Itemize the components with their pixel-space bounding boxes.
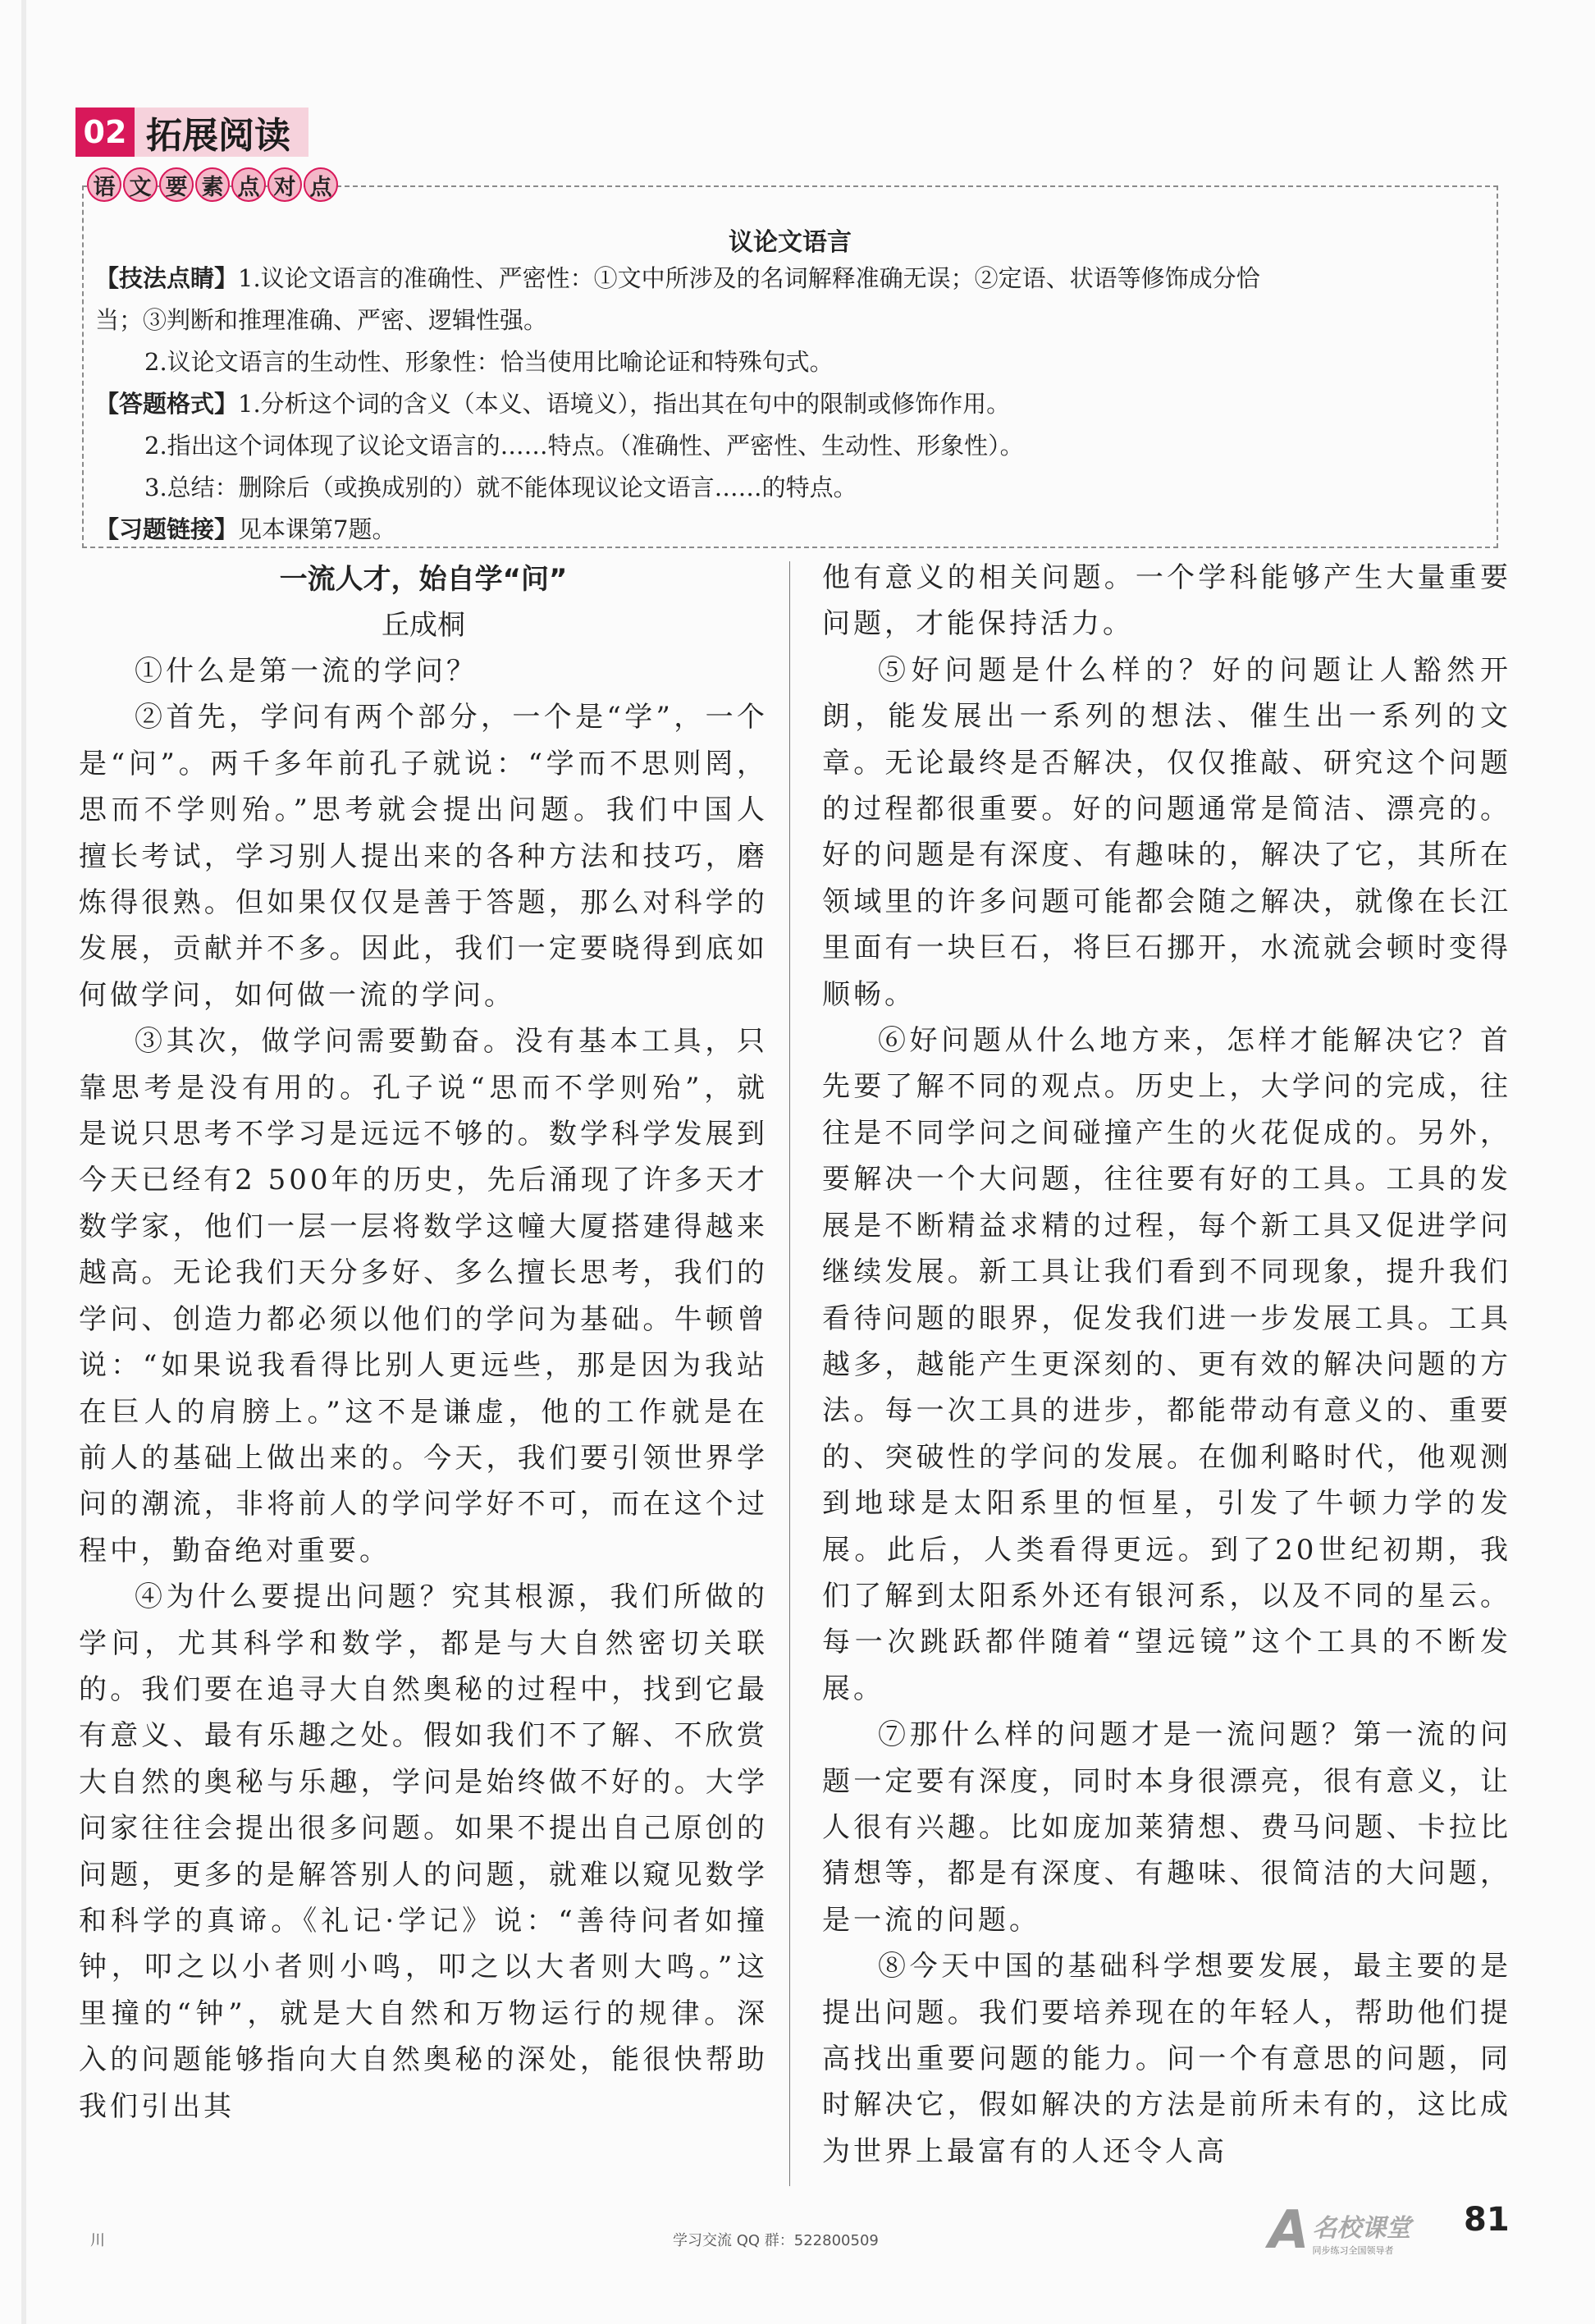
tips-key: 【技法点睛】 (95, 264, 239, 292)
logo-letter: A (1268, 2200, 1309, 2261)
paragraph-7: ⑦那什么样的问题才是一流问题？第一流的问题一定要有深度，同时本身很漂亮，很有意义，让人很有兴趣。比如庞加莱猜想、费马问题、卡拉比猜想等，都是有深度、有趣味、很简洁的大问题，是一流的问题。 (822, 1718, 1511, 1937)
column-divider (789, 561, 790, 2186)
paragraph-2: ②首先，学问有两个部分，一个是“学”，一个是“问”。两千多年前孔子就说：“学而不思则罔，思而不学则殆。”思考就会提出问题。我们中国人擅长考试，学习别人提出来的各种方法和技巧，磨炼得很熟。但如果仅仅是善于答题，那么对科学的发展，贡献并不多。因此，我们一定要晓得到底如何做学问，如何做一流的学问。 (79, 701, 768, 1012)
footer-mark: 川 (90, 2232, 105, 2249)
tag-char: 素 (195, 167, 230, 202)
tips-text: 1.分析这个词的含义（本义、语境义），指出其在句中的限制或修饰作用。 (238, 390, 1011, 418)
tips-key: 【习题链接】 (95, 515, 239, 543)
logo-subtitle: 同步练习全国领导者 (1312, 2245, 1394, 2256)
tips-key: 【答题格式】 (95, 390, 239, 418)
section-header (75, 107, 308, 158)
page-edge (21, 0, 26, 2324)
tips-text: 见本课第7题。 (238, 515, 396, 543)
article-left-column (79, 555, 768, 2130)
tag-char: 要 (159, 167, 194, 202)
tips-line (95, 509, 1485, 551)
paragraph-4: ④为什么要提出问题？究其根源，我们所做的学问，尤其科学和数学，都是与大自然密切关联的。我们要在追寻大自然奥秘的过程中，找到它最有意义、最有乐趣之处。假如我们不了解、不欣赏大自然的奥秘与乐趣，学问是始终做不好的。大学问家往往会提出很多问题。如果不提出自己原创的问题，更多的是解答别人的问题，就难以窥见数学和科学的真谛。《礼记·学记》说：“善待问者如撞钟，叩之以小者则小鸣，叩之以大者则大鸣。”这里撞的“钟”，就是大自然和万物运行的规律。深入的问题能够指向大自然奥秘的深处，能很快帮助我们引出其 (79, 1581, 768, 2123)
logo-name: 名校课堂 (1312, 2214, 1411, 2243)
publisher-logo (1268, 2200, 1411, 2261)
paragraph-6: ⑥好问题从什么地方来，怎样才能解决它？首先要了解不同的观点。历史上，大学问的完成，往往是不同学问之间碰撞产生的火花促成的。另外，要解决一个大问题，往往要有好的工具。工具的发展是不断精益求精的过程，每个新工具又促进学问继续发展。新工具让我们看到不同现象，提升我们看待问题的眼界，促发我们进一步发展工具。工具越多，越能产生更深刻的、更有效的解决问题的方法。每一次工具的进步，都能带动有意义的、重要的、突破性的学问的发展。在伽利略时代，他观测到地球是太阳系里的恒星，引发了牛顿力学的发展。此后，人类看得更远。到了20世纪初期，我们了解到太阳系外还有银河系，以及不同的星云。每一次跳跃都伴随着“望远镜”这个工具的不断发展。 (822, 1024, 1511, 1705)
article-right-column (822, 555, 1511, 2175)
tips-text: 1.议论文语言的准确性、严密性：①文中所涉及的名词解释准确无误；②定语、状语等修饰成分恰 (238, 264, 1260, 292)
tips-content (95, 258, 1485, 551)
section-title: 拓展阅读 (135, 108, 308, 157)
paragraph-8: ⑧今天中国的基础科学想要发展，最主要的是提出问题。我们要培养现在的年轻人，帮助他们提高找出重要问题的能力。问一个有意思的问题，同时解决它，假如解决的方法是前所未有的，这比成为世界上最富有的人还令人高 (822, 1950, 1511, 2168)
article-title: 一流人才，始自学“问” (279, 563, 568, 596)
page-number: 81 (1464, 2201, 1510, 2239)
tips-box (82, 185, 1498, 548)
tips-line (95, 258, 1485, 300)
section-tags (87, 167, 338, 202)
tips-line (95, 383, 1485, 425)
tips-line: 2.指出这个词体现了议论文语言的……特点。（准确性、严密性、生动性、形象性）。 (144, 432, 1024, 460)
paragraph-5: ⑤好问题是什么样的？好的问题让人豁然开朗，能发展出一系列的想法、催生出一系列的文章。无论最终是否解决，仅仅推敲、研究这个问题的过程都很重要。好的问题通常是简洁、漂亮的。好的问题是有深度、有趣味的，解决了它，其所在领域里的许多问题可能都会随之解决，就像在长江里面有一块巨石，将巨石挪开，水流就会顿时变得顺畅。 (822, 653, 1511, 1011)
logo-text (1313, 2207, 1411, 2257)
tips-line: 2.议论文语言的生动性、形象性：恰当使用比喻论证和特殊句式。 (144, 348, 834, 376)
paragraph-1: ①什么是第一流的学问？ (135, 655, 478, 688)
tips-line: 3.总结：删除后（或换成别的）就不能体现议论文语言……的特点。 (144, 473, 857, 501)
tag-char: 对 (267, 167, 302, 202)
tag-char: 语 (87, 167, 121, 202)
footer-qq: 学习交流 QQ 群：522800509 (673, 2232, 879, 2249)
tag-char: 文 (123, 167, 158, 202)
tips-line: 当；③判断和推理准确、严密、逻辑性强。 (95, 306, 548, 334)
paragraph-4-continued: 他有意义的相关问题。一个学科能够产生大量重要问题，才能保持活力。 (822, 561, 1511, 641)
tips-title: 议论文语言 (729, 228, 852, 257)
article-author: 丘成桐 (382, 609, 465, 642)
tag-char: 点 (304, 167, 338, 202)
section-number: 02 (75, 108, 135, 157)
tag-char: 点 (231, 167, 266, 202)
paragraph-3: ③其次，做学问需要勤奋。没有基本工具，只靠思考是没有用的。孔子说“思而不学则殆”，就是说只思考不学习是远远不够的。数学科学发展到今天已经有2 500年的历史，先后涌现了许多天才数学家，他们一层一层将数学这幢大厦搭建得越来越高。无论我们天分多好、多么擅长思考，我们的学问、创造力都必须以他们的学问为基础。牛顿曾说：“如果说我看得比别人更远些，那是因为我站在巨人的肩膀上。”这不是谦虚，他的工作就是在前人的基础上做出来的。今天，我们要引领世界学问的潮流，非将前人的学问学好不可，而在这个过程中，勤奋绝对重要。 (79, 1025, 768, 1567)
